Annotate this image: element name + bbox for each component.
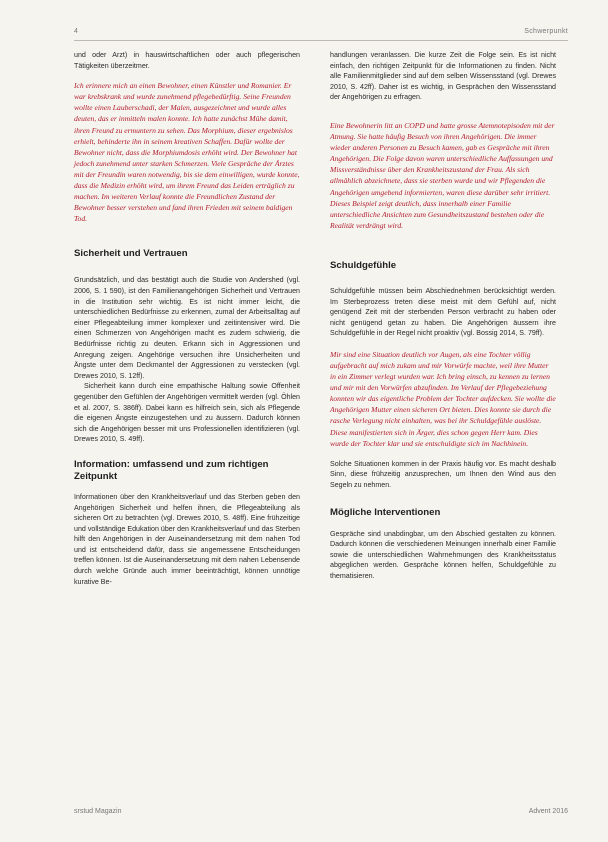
heading-schuldgefuehle: Schuldgefühle [330,259,397,271]
case-quote-daughter: Mir sind eine Situation deutlich vor Augen, als eine Tochter völlig aufgebracht auf mich zukam und mir Vorwürfe machte, weil ihre Mutter in ein Zimmer verlegt wurden war. Ich bring einsch, zu kennen zu lernen und mir mit den Vorwürfen abzufinden. Im Verlauf der Pflegebeziehung konnten wir das eigentliche Problem der Tochter aufdecken. Sie wollte die Angehörigen Mutter einen sicheren Ort bieten. Dies konnte sie durch die rasche Verlegung nicht einhalten, was bei ihr Schuldgefühle auslöste. Diese manifestierten sich in Ärger, dies schon gegen Herr kam. Dies wurde der Tochter klar und sie entschuldigte sich im Nachhinein. [330,349,556,448]
intro-paragraph: und oder Arzt) in hauswirtschaftlichen oder auch pflegerischen Tätigkeiten überzeitmer. [74,51,300,70]
page-number: 4 [74,28,78,35]
heading-interventionen: Mögliche Interventionen [330,506,441,518]
paragraph-sicherheit-1: Grundsätzlich, und das bestätigt auch die Studie von Andershed (vgl. 2006, S. 1 590), ist den Familienangehörigen Sicherheit und Vertrauen in die Institution sehr wichtig. Es ist nicht immer leicht, die unterschiedlichen Bedürfnisse zu erkennen, zumal der Arbeitsalltag auf einer Pflegeabteilung immer komplexer und zeitintensiver wird. Die einen Schmerzen von Angehörigen macht es zudem schwierig, die Bedürfnisse richtig zu deuten. Erkann sich in Aggressionen und Anregung zeigen. Angehörige versuchen ihre Unsicherheiten und Ängste unter dem Deckmantel der Aggressionen zu verstecken (vgl. Drewes 2010, S. 12ff). [74,276,300,380]
left-column [74,50,300,587]
footer-issue: Advent 2016 [528,808,568,815]
section-label: Schwerpunkt [524,28,568,35]
paragraph-situationen: Solche Situationen kommen in der Praxis häufig vor. Es macht deshalb Sinn, diese frühzeitig anzusprechen, um Ihnen den Wind aus den Segeln zu nehmen. [330,459,556,489]
case-quote-artist: Ich erinnere mich an einen Bewohner, einen Künstler und Romanier. Er war krebskrank und wurde zunehmend pflegebedürftig. Seine Freunden wollte einen Lauberschadi, der Malen, ausgezeichnet und wurde alles deuten, das er inmitteln malen konnte. Ich hatte zunächst Mühe damit, ihren Freund zu ermuntern zu sehen. Das Morphium, dieser ergebnislos erhielt, behinderte ihn in seinem kreativen Schaffen. Dafür wollte der Bewohner nicht, dass die Morphiumdosis erhöht wird. Der Bewohner hat jedoch zunehmend unter starken Schmerzen. Viele Gespräche der Ärztes mit der Freundin waren notwendig, bis sie dem einwilligen, wurde konnte, dass die Medizin erhöht wird, um ihrem Freund das Leiden erträglich zu machen. Im weiteren Verlauf konnte die Freundlichen Zustand der Bewohner besser verstehen und fand ihren Frieden mit seinem baldigen Tod. [74,81,300,224]
paragraph-sicherheit-2: Sicherheit kann durch eine empathische Haltung sowie Offenheit gegenüber den Gefühlen der Angehörigen vermittelt werden (vgl. Öhlen et al. 2007, S. 386ff). Dabei kann es hilfreich sein, sich als Pflegende die eigenen Ängste einzugestehen und zu äussern. Dadurch können sich die Angehörigen besser mit uns Professionellen identifizieren (vgl. Drewes 2010, S. 49ff). [74,382,300,444]
paragraph-information: Informationen über den Krankheitsverlauf und das Sterben geben den Angehörigen Sicherheit und helfen ihnen, die Pflegeabteilung als sicheren Ort zu betrachten (vgl. Drewes 2010, S. 48ff). Eine frühzeitige und vollständige Edukation über den Krankheitsverlauf und das Sterben hilft den Angehörigen in der Auseinandersetzung mit dem nahen Tod und ist entscheidend dafür, dass sie angemessene Entscheidungen treffen können. Ist die Auseinandersetzung mit dem nahen Lebensende durch welche Gründe auch immer beeinträchtigt, können unnötige kurative Be- [74,492,300,586]
heading-sicherheit: Sicherheit und Vertrauen [74,248,188,260]
page-footer [74,808,568,820]
paragraph-schuldgefuehle: Schuldgefühle müssen beim Abschiednehmen berücksichtigt werden. Im Sterbeprozess treten diese meist mit dem Gefühl auf, nicht genügend Zeit mit der sterbenden Person verbracht zu haben oder nicht genügend getan zu haben. Die Angehörigen äussern ihre Schuldgefühle in der Regel nicht proaktiv (vgl. Bossig 2014, S. 79ff). [330,286,556,338]
page-header [74,28,568,41]
right-column [330,50,556,581]
case-quote-copd: Eine Bewohnerin litt an COPD und hatte grosse Atemnotepisoden mit der Atmung. Sie hatte häufig Besuch von ihren Angehörigen. Die immer wieder anderen Personen zu Besuch kamen, gab es Gespräche mit ihren Angehörigen. Die Folge davon waren unterschiedliche Auffassungen und Missverständnisse über den Krankheitszustand der Frau. Als sich allmählich abzeichnete, dass sie sterben wurde und wir Pflegenden die Angehörigen umgebend informierten, waren diese darüber sehr irritiert. Dieses Beispiel zeigt deutlich, dass innerhalb einer Familie unterschiedliche Ansichten zum Gesundheitszustand bestehen oder die Realität verdrängt wird. [330,120,555,230]
paragraph-interventionen: Gespräche sind unabdingbar, um den Abschied gestalten zu können. Dadurch können die verschiedenen Meinungen innerhalb einer Familie sowie die unterschiedlichen Wahrnehmungen des Krankheitsstatus abgeglichen werden. Gespräche können helfen, Schuldgefühle zu thematisieren. [330,529,556,580]
paragraph-information-cont: handlungen veranlassen. Die kurze Zeit die Folge sein. Es ist nicht einfach, den richtigen Zeitpunkt für die Informationen zu finden. Nicht alle Familienmitglieder sind auf dem selben Wissensstand (vgl. Drewes 2010, S. 42ff). Daher ist es wichtig, in Gesprächen den Wissensstand der Angehörigen zu erfragen. [330,51,556,102]
heading-information: Information: umfassend und zum richtigen Zeitpunkt [74,458,269,482]
footer-publication: srstud Magazin [74,808,122,815]
